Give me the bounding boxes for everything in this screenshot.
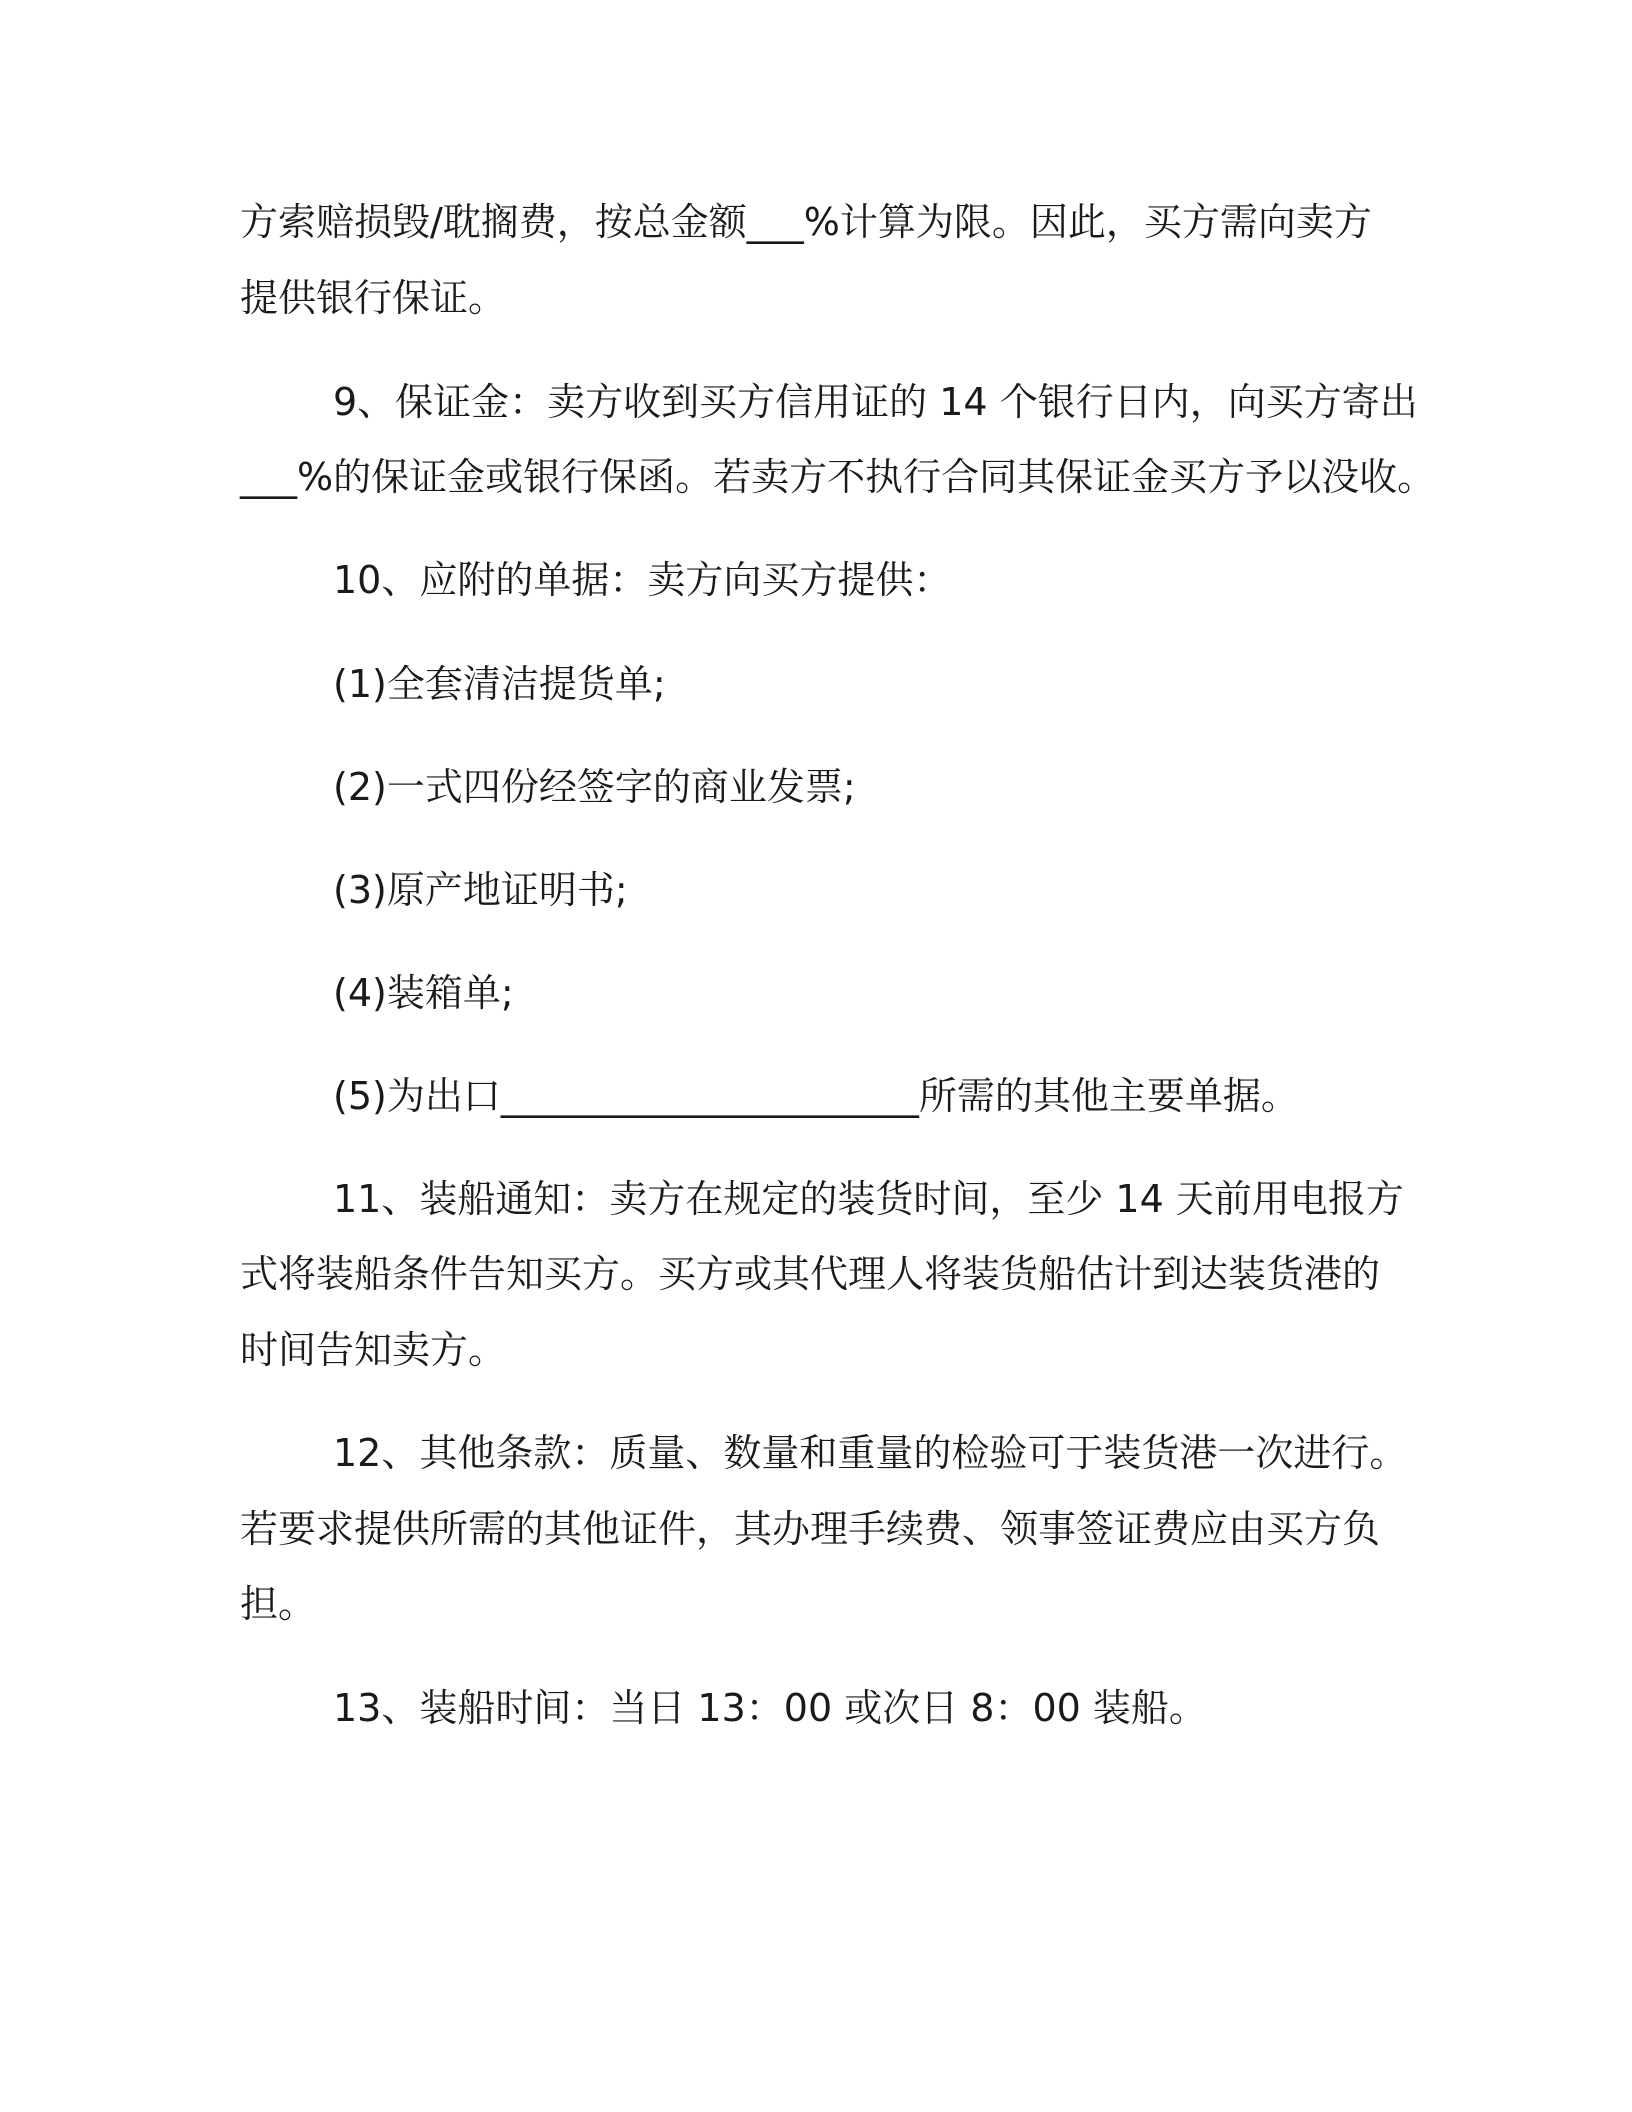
- text-line: 担。: [240, 1582, 317, 1626]
- text-line: 9、保证金：卖方收到买方信用证的 14 个银行日内，向买方寄出: [333, 380, 1418, 424]
- text-line: 13、装船时间：当日 13：00 或次日 8：00 装船。: [333, 1686, 1207, 1730]
- text-line: 10、应附的单据：卖方向买方提供：: [333, 558, 952, 602]
- text-line: 若要求提供所需的其他证件，其办理手续费、领事签证费应由买方负: [240, 1507, 1381, 1551]
- text-line: 方索赔损毁/耽搁费，按总金额___%计算为限。因此，买方需向卖方: [240, 200, 1372, 244]
- list-item: (3)原产地证明书;: [333, 868, 628, 912]
- text-line: 12、其他条款：质量、数量和重量的检验可于装货港一次进行。: [333, 1431, 1408, 1475]
- list-item: (4)装箱单;: [333, 971, 514, 1015]
- text-line: 提供银行保证。: [240, 276, 507, 320]
- text-line: 时间告知卖方。: [240, 1328, 507, 1372]
- list-item: (5)为出口______________________所需的其他主要单据。: [333, 1074, 1299, 1118]
- list-item: (1)全套清洁提货单;: [333, 662, 666, 706]
- text-line: ___%的保证金或银行保函。若卖方不执行合同其保证金买方予以没收。: [240, 455, 1436, 499]
- text-line: 11、装船通知：卖方在规定的装货时间，至少 14 天前用电报方: [333, 1177, 1404, 1221]
- text-line: 式将装船条件告知买方。买方或其代理人将装货船估计到达装货港的: [240, 1252, 1381, 1296]
- list-item: (2)一式四份经签字的商业发票;: [333, 765, 856, 809]
